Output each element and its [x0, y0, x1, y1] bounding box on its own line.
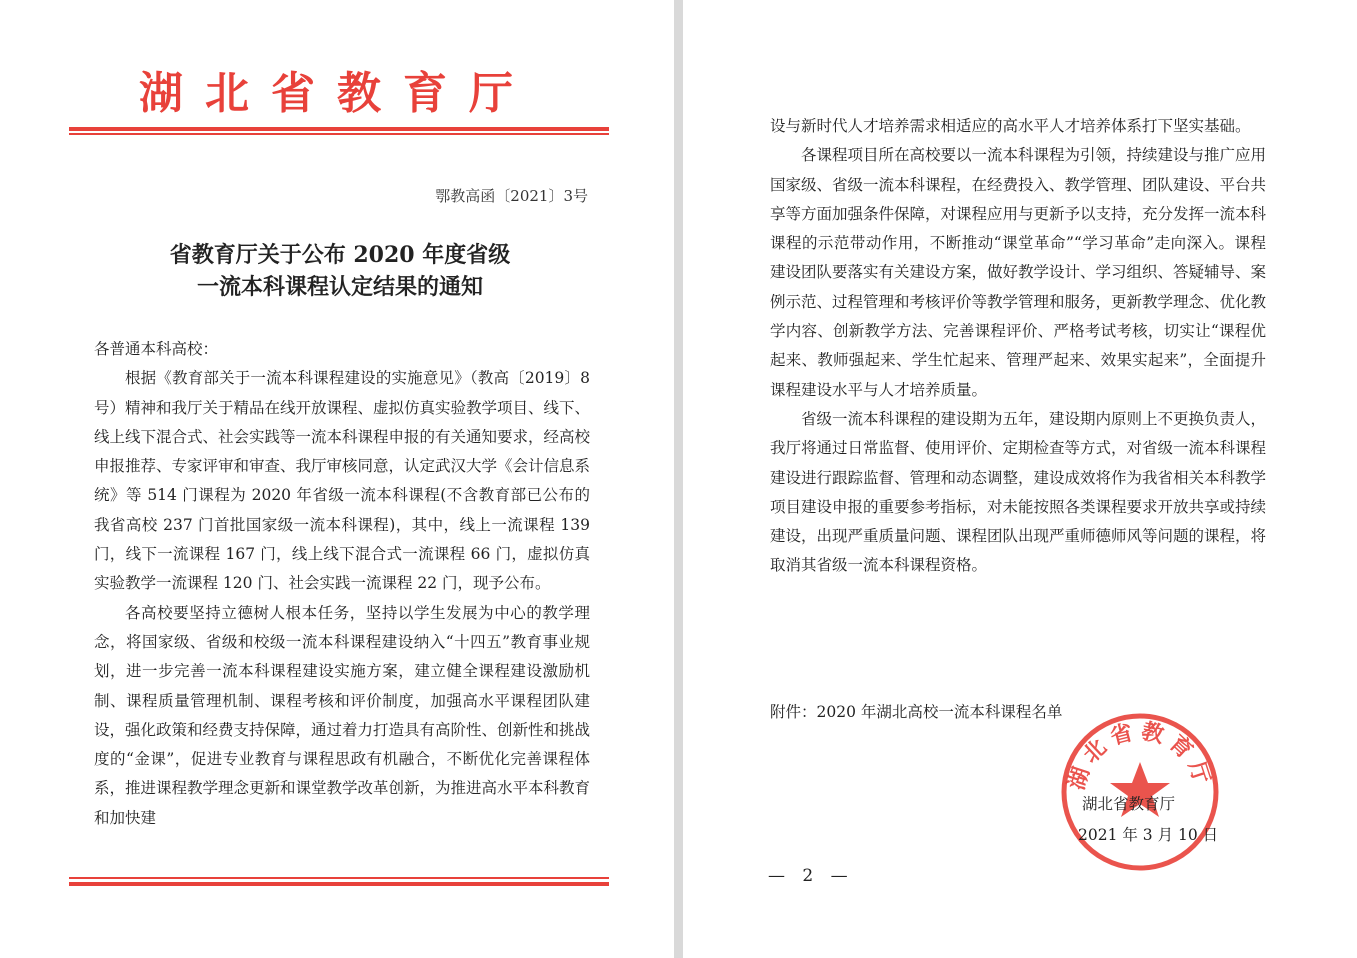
addressee: 各普通本科高校：: [94, 340, 219, 358]
body-paragraph: 省级一流本科课程的建设期为五年，建设期内原则上不更换负责人，我厅将通过日常监督、使用评价、定期检查等方式，对省级一流本科课程建设进行跟踪监督、管理和动态调整，建设成效将作为我省相关本科教学项目建设申报的重要参考指标，对未能按照各类课程要求开放共享或持续建设，出现严重质量问题、课程团队出现严重师德师风等问题的课程，将取消其省级一流本科课程资格。: [770, 409, 1267, 575]
attachment-note: 附件：2020 年湖北高校一流本科课程名单: [770, 703, 1063, 721]
signature-organization: 湖北省教育厅: [1082, 795, 1176, 813]
body-text-right: [770, 112, 1266, 581]
document-title-line2: 一流本科课程认定结果的通知: [196, 274, 483, 300]
document-number: 鄂教高函〔2021〕3号: [435, 187, 588, 205]
footer-red-rule: [69, 882, 609, 886]
document-page-left: [0, 0, 674, 958]
header-org-title: 湖北省教育厅: [139, 68, 535, 119]
body-paragraph: 各课程项目所在高校要以一流本科课程为引领，持续建设与推广应用国家级、省级一流本科课程，在经费投入、教学管理、团队建设、平台共享等方面加强条件保障，对课程应用与更新予以支持，充分发挥一流本科课程的示范带动作用，不断推动“课堂革命”“学习革命”走向深入。课程建设团队要落实有关建设方案，做好教学设计、学习组织、答疑辅导、案例示范、过程管理和考核评价等教学管理和服务，更新教学理念、优化教学内容、创新教学方法、完善课程评价、严格考试考核，切实让“课程优起来、教师强起来、学生忙起来、管理严起来、效果实起来”，全面提升课程建设水平与人才培养质量。: [770, 146, 1267, 399]
document-page-right: [683, 0, 1357, 958]
document-title-line1: 省教育厅关于公布 2020 年度省级: [169, 242, 511, 268]
body-continuation: 设与新时代人才培养需求相适应的高水平人才培养体系打下坚实基础。: [770, 117, 1251, 135]
header-red-rule-thin: [69, 133, 609, 135]
body-text-left: [94, 335, 590, 833]
footer-red-rule-thin: [69, 877, 609, 879]
body-paragraph: 根据《教育部关于一流本科课程建设的实施意见》（教高〔2019〕8号）精神和我厅关于精品在线开放课程、虚拟仿真实验教学项目、线下、线上线下混合式、社会实践等一流本科课程申报的有关通知要求，经高校申报推荐、专家评审和审查、我厅审核同意，认定武汉大学《会计信息系统》等 514 门课程为 2020 年省级一流本科课程(不含教育部已公布的我省高校 237 门首批国家级一流本科课程)，其中，线上一流课程 139 门，线下一流课程 167 门，线上线下混合式一流课程 66 门，虚拟仿真实验教学一流课程 120 门、社会实践一流课程 22 门，现予公布。: [94, 369, 591, 593]
header-red-rule: [69, 127, 609, 131]
seal-text: 湖北省教育厅: [1064, 719, 1216, 793]
page-number: — 2 —: [768, 866, 854, 886]
signature-date: 2021 年 3 月 10 日: [1078, 826, 1219, 844]
body-paragraph: 各高校要坚持立德树人根本任务，坚持以学生发展为中心的教学理念，将国家级、省级和校级一流本科课程建设纳入“十四五”教育事业规划，进一步完善一流本科课程建设实施方案，建立健全课程建设激励机制、课程质量管理机制、课程考核和评价制度，加强高水平课程团队建设，强化政策和经费支持保障，通过着力打造具有高阶性、创新性和挑战度的“金课”，促进专业教育与课程思政有机融合，不断优化完善课程体系，推进课程教学理念更新和课堂教学改革创新，为推进高水平本科教育和加快建: [94, 603, 591, 827]
